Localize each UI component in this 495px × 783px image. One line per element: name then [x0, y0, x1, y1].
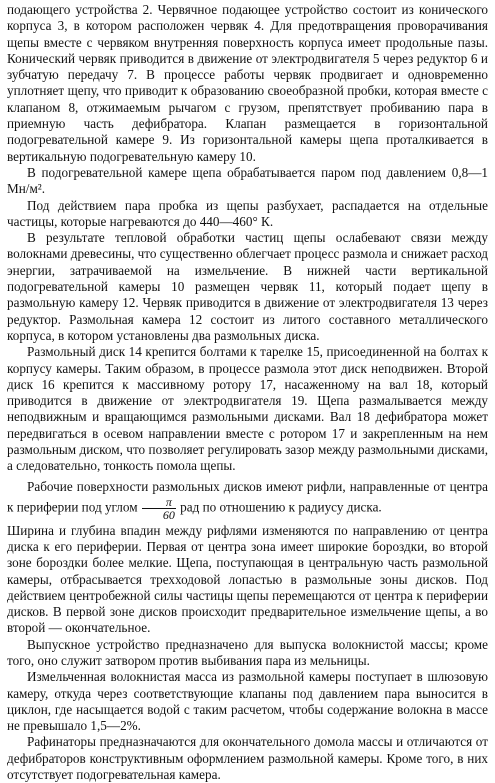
- paragraph-fiber-mass: Измельченная волокнистая масса из размольной камеры поступает в шлюзовую камеру, откуда через соответствующие клапаны под давлением пара выносится в циклон, где насыщается водой с таким расчетом, чтобы содержание волокна в массе не превышало 1,5—2%.: [7, 669, 488, 734]
- paragraph-heat-treatment: В результате тепловой обработки частиц щепы ослабевают связи между волокнами древесины, что существенно облегчает процесс размола и снижает расход энергии, затрачиваемой на измельчение. В нижней части вертикальной подогревательной камеры 10 размещен червяк 11, который подает щепу в размольную камеру 12. Червяк приводится в движение от электродвигателя 13 через редуктор. Размольная камера 12 состоит из литого составного металлического корпуса, в котором установлены два размольных диска.: [7, 230, 489, 343]
- paragraph-refiners: Рафинаторы предназначаются для окончательного домола массы и отличаются от дефибраторов конструктивным оформлением размольной камеры. Кроме того, в них отсутствует подогревательная камера.: [7, 734, 488, 783]
- paragraph-groove-zones: Ширина и глубина впадин между рифлями изменяются по направлению от центра диска к его периферии. Первая от центра зона имеет широкие бороздки, во второй зоне бороздки более мелкие. Щепа, поступающая в центральную часть размольной камеры, отбрасывается трехходовой лопастью в размольные зоны дисков. Под действием центробежной силы частицы щепы перемещаются от центра к периферии дисков. В первой зоне дисков происходит предварительное измельчение щепы, а во второй — окончательное.: [7, 522, 488, 636]
- formula-text-before: Рабочие поверхности размольных дисков имеют рифли, направленные от центра к периферии под углом: [7, 478, 488, 515]
- angle-fraction: [142, 496, 176, 521]
- paragraph-grinding-disks: Размольный диск 14 крепится болтами к тарелке 15, присоединенной на болтах к корпусу камеры. Таким образом, в процессе размола этот диск неподвижен. Второй диск 16 крепится к массивному ротору 17, насаженному на вал 18, который приводится в движение от электродвигателя 19. Щепа размалывается между неподвижным и вращающимся размольными дисками. Вал 18 дефибратора может передвигаться в осевом направлении вместе с ротором 17 и закрепленным на нем размольным диском, что позволяет регулировать зазор между размольными дисками, а следовательно, тонкость помола щепы.: [7, 344, 488, 474]
- formula-text-after: рад по отношению к радиусу диска.: [180, 499, 382, 515]
- paragraph-discharge-device: Выпускное устройство предназначено для выпуска волокнистой массы; кроме того, оно служит затвором против выбивания пара из мельницы.: [7, 636, 488, 668]
- paragraph-riffle-angle: [7, 477, 488, 521]
- paragraph-steam-pressure: В подогревательной камере щепа обрабатывается паром под давлением 0,8—1 Мн/м².: [7, 164, 488, 197]
- paragraph-feed-device: подающего устройства 2. Червячное подающее устройство состоит из конического корпуса 3, в котором расположен червяк 4. Для предотвращения проворачивания щепы вместе с червяком внутренняя поверхность корпуса имеет продольные пазы. Конический червяк приводится в движение от электродвигателя 5 через редуктор 6 и зубчатую передачу 7. В процессе работы червяк продвигает и одновременно уплотняет щепу, что приводит к образованию своеобразной пробки, которая вместе с клапаном 8, отжимаемым рычагом с грузом, препятствует пробиванию пара в приемную часть дефибратора. Клапан размещается в горизонтальной подогревательной камере 9. Из горизонтальной камеры щепа проталкивается в вертикальную подогревательную камеру 10.: [7, 2, 488, 164]
- paragraph-plug-swelling: Под действием пара пробка из щепы разбухает, распадается на отдельные частицы, которые нагреваются до 440—460° К.: [7, 197, 488, 229]
- fraction-denominator: 60: [162, 507, 175, 522]
- fraction-numerator: π: [142, 496, 176, 509]
